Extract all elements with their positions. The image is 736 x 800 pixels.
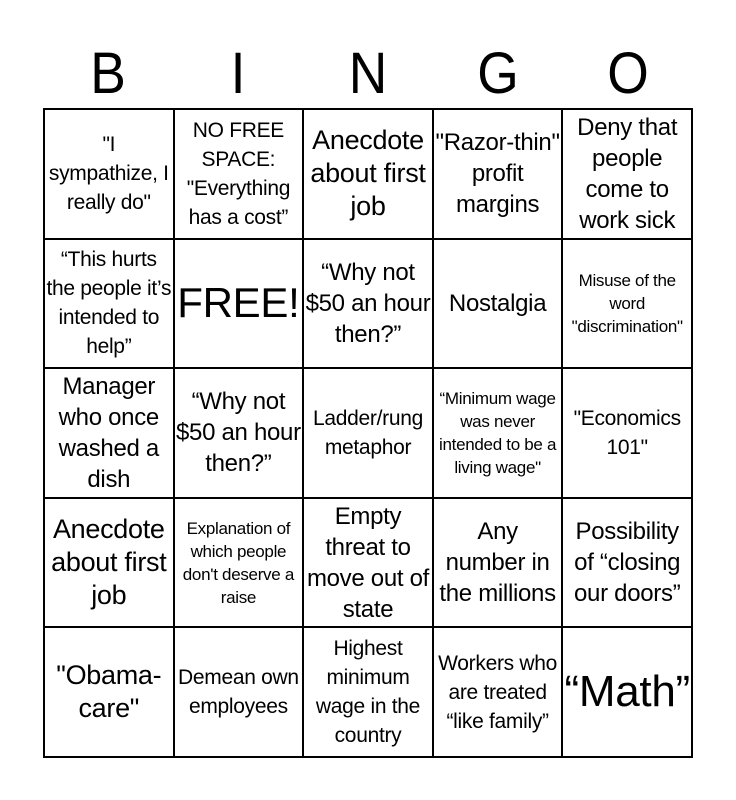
bingo-cell-text: Possibility of “closing our doors”	[574, 518, 681, 608]
header-letter-n: N	[348, 41, 388, 106]
header-letter-g: G	[477, 41, 519, 106]
bingo-board	[43, 108, 693, 758]
bingo-cell-text: Explanation of which people don't deserve a raise	[182, 518, 294, 607]
bingo-cell-text: “Why not $50 an hour then?”	[305, 258, 431, 348]
bingo-cell-text: Manager who once washed a dish	[58, 372, 159, 493]
bingo-cell[interactable]	[45, 499, 175, 629]
bingo-cell[interactable]	[304, 499, 434, 629]
bingo-cell[interactable]	[563, 369, 693, 499]
bingo-cell[interactable]	[45, 240, 175, 370]
bingo-cell[interactable]	[434, 110, 564, 240]
bingo-cell-text: FREE!	[177, 279, 300, 327]
bingo-cell[interactable]	[175, 110, 305, 240]
bingo-cell-free-space[interactable]	[175, 240, 305, 370]
bingo-cell-text: "Obama-care"	[56, 660, 162, 724]
bingo-cell-text: Demean own employees	[178, 666, 299, 719]
bingo-cell[interactable]	[45, 628, 175, 758]
bingo-cell[interactable]	[304, 369, 434, 499]
bingo-cell-text: Ladder/rung metaphor	[313, 406, 423, 459]
bingo-cell[interactable]	[304, 628, 434, 758]
bingo-cell[interactable]	[434, 628, 564, 758]
bingo-cell[interactable]	[434, 369, 564, 499]
bingo-cell[interactable]	[563, 499, 693, 629]
bingo-cell-text: Nostalgia	[448, 289, 547, 317]
bingo-cell[interactable]	[175, 369, 305, 499]
bingo-cell[interactable]	[45, 369, 175, 499]
bingo-cell[interactable]	[304, 240, 434, 370]
bingo-cell[interactable]	[563, 110, 693, 240]
bingo-cell-text: “Why not $50 an hour then?”	[175, 388, 301, 478]
bingo-cell-text: "I sympathize, I really do"	[48, 133, 169, 215]
bingo-cell-text: Anecdote about first job	[51, 514, 167, 611]
bingo-cell-text: Workers who are treated “like family”	[438, 651, 558, 733]
bingo-header	[43, 40, 693, 108]
bingo-cell[interactable]	[175, 628, 305, 758]
bingo-cell[interactable]	[45, 110, 175, 240]
bingo-cell-text: Any number in the millions	[439, 518, 556, 608]
header-letter-b: B	[90, 41, 126, 106]
bingo-cell[interactable]	[563, 240, 693, 370]
bingo-cell[interactable]	[434, 240, 564, 370]
header-letter-i: I	[230, 41, 246, 106]
header-letter-o: O	[607, 41, 649, 106]
bingo-cell[interactable]	[563, 628, 693, 758]
bingo-cell-text: “This hurts the people it’s intended to help”	[46, 248, 172, 359]
bingo-cell-text: Highest minimum wage in the country	[315, 637, 421, 748]
bingo-cell-text: Anecdote about first job	[310, 125, 426, 222]
bingo-cell[interactable]	[304, 110, 434, 240]
bingo-cell-text: NO FREE SPACE: "Everything has a cost”	[186, 118, 291, 229]
bingo-cell-text: Misuse of the word "discrimination"	[571, 270, 683, 336]
bingo-cell-text: "Razor-thin" profit margins	[435, 129, 560, 219]
bingo-cell-text: Empty threat to move out of state	[306, 502, 430, 623]
bingo-cell-text: Deny that people come to work sick	[577, 113, 678, 234]
bingo-cell[interactable]	[434, 499, 564, 629]
bingo-cell-text: "Economics 101"	[573, 406, 681, 459]
bingo-cell-text: “Minimum wage was never intended to be a living wage"	[439, 388, 557, 477]
bingo-cell-text: “Math”	[564, 667, 690, 717]
bingo-cell[interactable]	[175, 499, 305, 629]
